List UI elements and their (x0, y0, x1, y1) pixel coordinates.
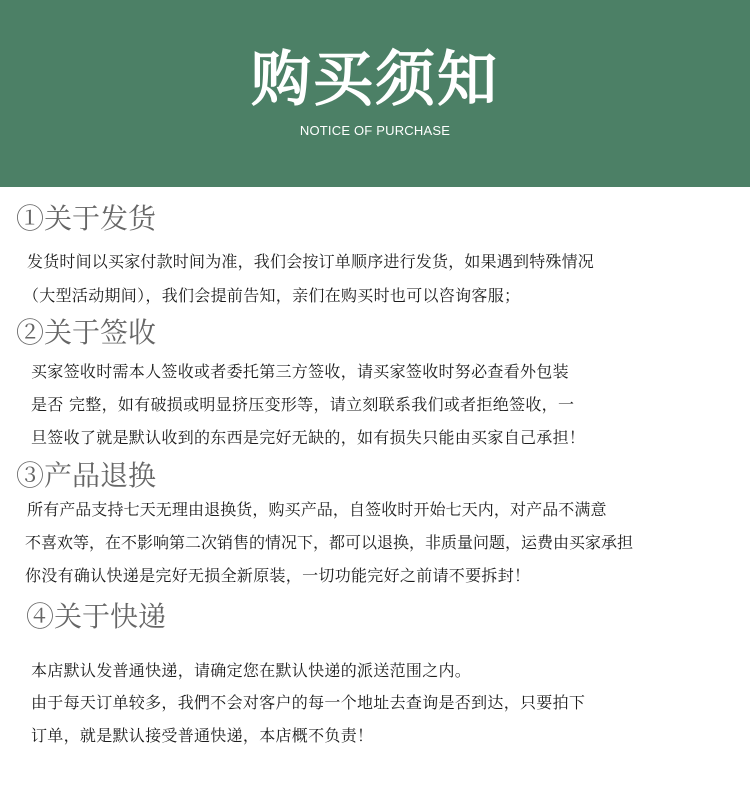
section-heading-shipping: ①关于发货 (16, 202, 157, 235)
receipt-text-line: 是否 完整，如有破损或明显挤压变形等，请立刻联系我们或者拒绝签收，一 (31, 395, 575, 414)
returns-text-line: 不喜欢等，在不影响第二次销售的情况下，都可以退换，非质量问题，运费由买家承担 (25, 533, 634, 552)
receipt-text-line: 旦签收了就是默认收到的东西是完好无缺的，如有损失只能由买家自己承担！ (31, 428, 586, 447)
shipping-text-line: 发货时间以买家付款时间为准，我们会按订单顺序进行发货，如果遇到特殊情况 (27, 252, 595, 271)
page-title: 购买须知 (251, 45, 499, 115)
section-heading-receipt: ②关于签收 (16, 316, 157, 349)
receipt-text-line: 买家签收时需本人签收或者委托第三方签收，请买家签收时努必查看外包装 (31, 362, 569, 381)
returns-text-line: 你没有确认快递是完好无损全新原装，一切功能完好之前请不要拆封！ (25, 566, 531, 585)
returns-text-line: 所有产品支持七天无理由退换货，购买产品，自签收时开始七天内，对产品不满意 (27, 500, 607, 519)
courier-text-line: 订单，就是默认接受普通快递，本店概不负责！ (31, 726, 374, 745)
courier-text-line: 本店默认发普通快递，请确定您在默认快递的派送范围之内。 (31, 661, 472, 680)
section-heading-returns: ③产品退换 (16, 459, 157, 492)
section-heading-courier: ④关于快递 (26, 600, 167, 633)
shipping-text-line: （大型活动期间），我们会提前告知，亲们在购买时也可以咨询客服； (23, 286, 521, 305)
page-subtitle: NOTICE OF PURCHASE (299, 123, 451, 138)
header-banner (0, 0, 750, 187)
courier-text-line: 由于每天订单较多，我們不会对客户的每一个地址去查询是否到达，只要拍下 (31, 693, 586, 712)
